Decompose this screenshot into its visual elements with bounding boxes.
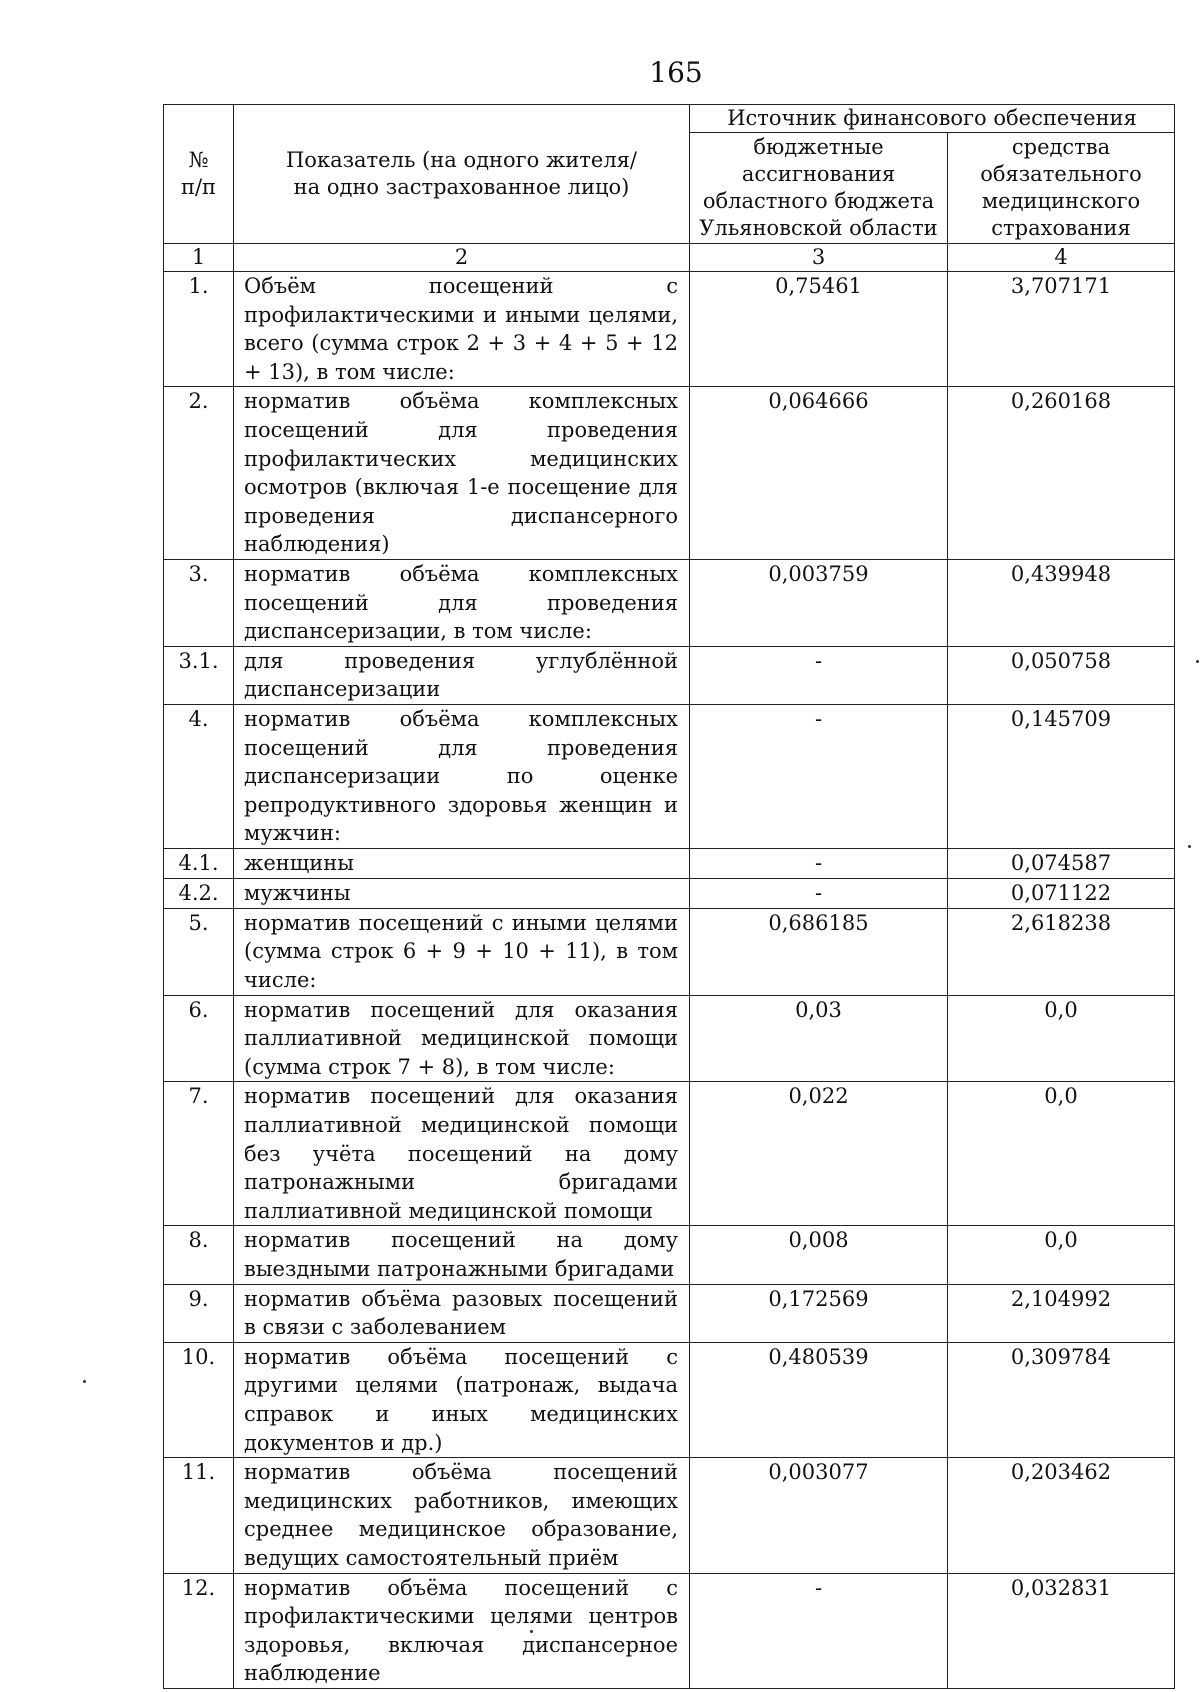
table-row <box>164 1082 1175 1226</box>
row-oms-value: 0,0 <box>948 995 1175 1082</box>
row-indicator: норматив посещений для оказания паллиативной медицинской помощи без учёта посещений на дому патронажными бригадами паллиативной медицинской помощи <box>234 1082 690 1226</box>
row-budget-value: - <box>690 878 948 908</box>
header-col-number: № п/п <box>164 105 234 244</box>
row-oms-value: 2,104992 <box>948 1284 1175 1342</box>
row-oms-value: 0,071122 <box>948 878 1175 908</box>
row-oms-value: 0,074587 <box>948 848 1175 878</box>
row-indicator: норматив объёма комплексных посещений для проведения профилактических медицинских осмотров (включая 1-е посещение для проведения диспансерного наблюдения) <box>234 387 690 560</box>
scan-speck <box>530 1630 533 1633</box>
row-indicator: норматив объёма посещений медицинских работников, имеющих среднее медицинское образование, ведущих самостоятельный приём <box>234 1458 690 1573</box>
row-number: 7. <box>164 1082 234 1226</box>
row-number: 8. <box>164 1226 234 1284</box>
header-col-oms: средства обязательного медицинского страхования <box>948 133 1175 244</box>
column-number: 4 <box>948 244 1175 272</box>
row-indicator: норматив посещений на дому выездными патронажными бригадами <box>234 1226 690 1284</box>
row-number: 5. <box>164 908 234 995</box>
row-budget-value: 0,172569 <box>690 1284 948 1342</box>
scan-speck <box>1196 660 1199 663</box>
row-budget-value: 0,480539 <box>690 1342 948 1457</box>
row-oms-value: 0,309784 <box>948 1342 1175 1457</box>
row-number: 3.1. <box>164 646 234 704</box>
column-number: 2 <box>234 244 690 272</box>
row-indicator: норматив посещений для оказания паллиативной медицинской помощи (сумма строк 7 + 8), в том числе: <box>234 995 690 1082</box>
table-row <box>164 1284 1175 1342</box>
page-number: 165 <box>649 56 703 89</box>
table-row <box>164 559 1175 646</box>
table-row <box>164 1458 1175 1573</box>
row-indicator: норматив посещений с иными целями (сумма строк 6 + 9 + 10 + 11), в том числе: <box>234 908 690 995</box>
row-indicator: норматив объёма посещений с профилактическими целями центров здоровья, включая диспансерное наблюдение <box>234 1573 690 1688</box>
header-col-indicator: Показатель (на одного жителя/ на одно застрахованное лицо) <box>234 105 690 244</box>
row-oms-value: 0,145709 <box>948 704 1175 848</box>
row-number: 1. <box>164 272 234 387</box>
row-oms-value: 0,0 <box>948 1226 1175 1284</box>
header-source-group: Источник финансового обеспечения <box>690 105 1175 133</box>
table-row <box>164 1573 1175 1688</box>
table-body <box>164 272 1175 1689</box>
row-number: 4. <box>164 704 234 848</box>
column-number: 1 <box>164 244 234 272</box>
row-indicator: норматив объёма комплексных посещений для проведения диспансеризации, в том числе: <box>234 559 690 646</box>
row-number: 4.1. <box>164 848 234 878</box>
row-oms-value: 0,0 <box>948 1082 1175 1226</box>
row-number: 10. <box>164 1342 234 1457</box>
row-oms-value: 0,439948 <box>948 559 1175 646</box>
row-number: 12. <box>164 1573 234 1688</box>
table-row <box>164 387 1175 560</box>
table-row <box>164 646 1175 704</box>
row-budget-value: 0,03 <box>690 995 948 1082</box>
table-row <box>164 1226 1175 1284</box>
row-budget-value: 0,686185 <box>690 908 948 995</box>
row-budget-value: 0,008 <box>690 1226 948 1284</box>
table-row <box>164 704 1175 848</box>
table-row <box>164 272 1175 387</box>
row-indicator: для проведения углублённой диспансеризации <box>234 646 690 704</box>
row-budget-value: - <box>690 704 948 848</box>
table-header <box>164 105 1175 272</box>
row-number: 11. <box>164 1458 234 1573</box>
row-budget-value: - <box>690 1573 948 1688</box>
column-number: 3 <box>690 244 948 272</box>
table-row <box>164 1342 1175 1457</box>
financing-table <box>163 104 1175 1689</box>
row-oms-value: 3,707171 <box>948 272 1175 387</box>
row-indicator: норматив объёма комплексных посещений для проведения диспансеризации по оценке репродуктивного здоровья женщин и мужчин: <box>234 704 690 848</box>
row-indicator: мужчины <box>234 878 690 908</box>
row-oms-value: 0,050758 <box>948 646 1175 704</box>
scan-speck <box>1188 845 1191 848</box>
row-oms-value: 0,260168 <box>948 387 1175 560</box>
table-row <box>164 908 1175 995</box>
row-indicator: норматив объёма посещений с другими целями (патронаж, выдача справок и иных медицинских документов и др.) <box>234 1342 690 1457</box>
row-number: 3. <box>164 559 234 646</box>
row-oms-value: 0,203462 <box>948 1458 1175 1573</box>
table-row <box>164 878 1175 908</box>
scan-speck <box>83 1380 86 1383</box>
row-budget-value: 0,75461 <box>690 272 948 387</box>
row-budget-value: 0,003077 <box>690 1458 948 1573</box>
row-budget-value: - <box>690 646 948 704</box>
table-row <box>164 848 1175 878</box>
row-number: 4.2. <box>164 878 234 908</box>
row-indicator: женщины <box>234 848 690 878</box>
row-budget-value: 0,003759 <box>690 559 948 646</box>
row-budget-value: 0,022 <box>690 1082 948 1226</box>
row-number: 9. <box>164 1284 234 1342</box>
row-indicator: Объём посещений с профилактическими и иными целями, всего (сумма строк 2 + 3 + 4 + 5 + 12 + 13), в том числе: <box>234 272 690 387</box>
row-number: 6. <box>164 995 234 1082</box>
row-oms-value: 2,618238 <box>948 908 1175 995</box>
table-row <box>164 995 1175 1082</box>
row-number: 2. <box>164 387 234 560</box>
header-col-budget: бюджетные ассигнования областного бюджета Ульяновской области <box>690 133 948 244</box>
row-oms-value: 0,032831 <box>948 1573 1175 1688</box>
row-budget-value: - <box>690 848 948 878</box>
column-number-row <box>164 244 1175 272</box>
row-indicator: норматив объёма разовых посещений в связи с заболеванием <box>234 1284 690 1342</box>
row-budget-value: 0,064666 <box>690 387 948 560</box>
